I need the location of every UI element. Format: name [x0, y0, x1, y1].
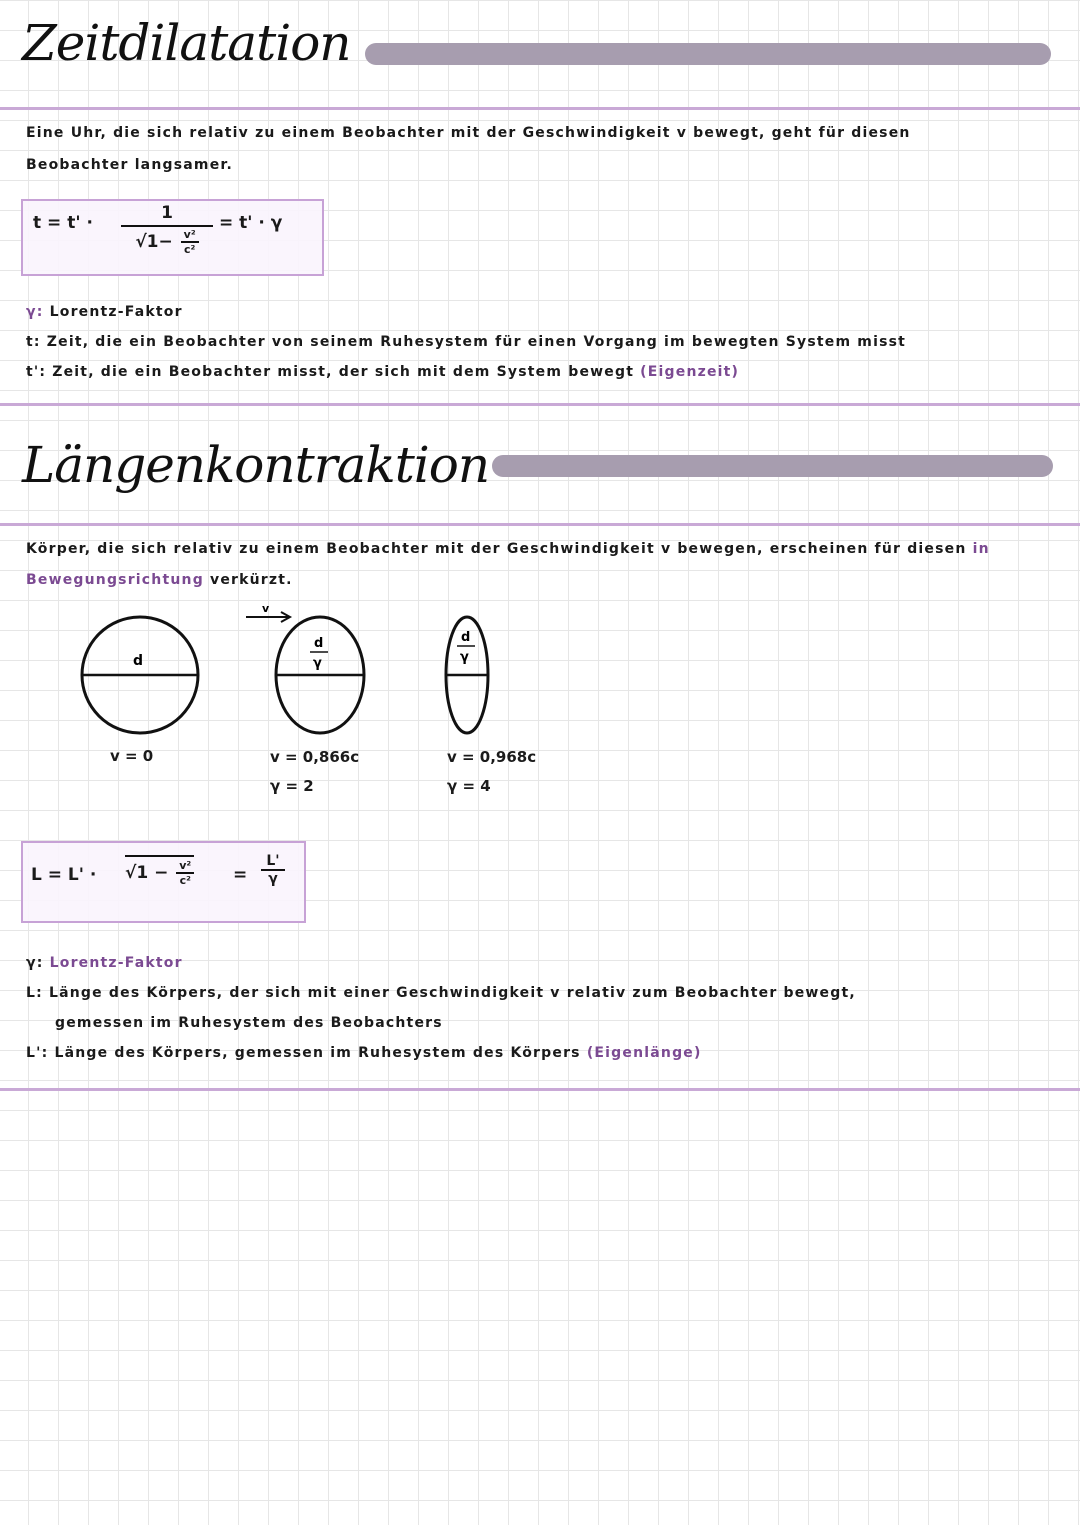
- divider: [0, 403, 1080, 406]
- c-squared: c²: [179, 874, 191, 887]
- def-t-prime: t': Zeit, die ein Beobachter misst, der sich mit dem System bewegt (Eigenzeit): [26, 364, 740, 380]
- formula-rhs: = t' · γ: [219, 213, 283, 233]
- sqrt-sign: √1 −: [125, 863, 169, 883]
- page-title-laengenkontraktion: Längenkontraktion: [22, 436, 490, 494]
- intro-text-laenge-line2: Bewegungsrichtung verkürzt.: [26, 572, 293, 588]
- intro-text-laenge: Körper, die sich relativ zu einem Beobachter mit der Geschwindigkeit v bewegen, erscheinen für diesen in: [26, 541, 990, 557]
- page-title-zeitdilatation: Zeitdilatation: [22, 14, 351, 72]
- gamma-label-3: γ = 4: [447, 777, 491, 795]
- label-denominator: γ: [313, 656, 322, 671]
- intro-text-zeit-line2: Beobachter langsamer.: [26, 157, 234, 173]
- def-L: L: Länge des Körpers, der sich mit einer Geschwindigkeit v relativ zum Beobachter bewegt,: [26, 985, 856, 1001]
- def-L-cont: gemessen im Ruhesystem des Beobachters: [55, 1015, 443, 1031]
- velocity-label-3: v = 0,968c: [447, 748, 537, 766]
- label-numerator: d: [461, 630, 471, 645]
- divider: [0, 1088, 1080, 1091]
- gamma-label-2: γ = 2: [270, 777, 314, 795]
- title-bar-decoration: [492, 455, 1053, 477]
- intro-text-zeit: Eine Uhr, die sich relativ zu einem Beobachter mit der Geschwindigkeit v bewegt, geht für diesen: [26, 125, 911, 141]
- label-numerator: d: [314, 636, 324, 651]
- sqrt-sign: √1−: [135, 232, 173, 252]
- divider: [0, 523, 1080, 526]
- v-squared: v²: [176, 859, 194, 874]
- divider: [0, 107, 1080, 110]
- fraction-denominator: γ: [268, 871, 278, 887]
- velocity-label-1: v = 0: [110, 747, 154, 765]
- fraction-numerator: 1: [121, 203, 213, 227]
- formula-sqrt: [125, 855, 194, 887]
- def-L-prime: L': Länge des Körpers, gemessen im Ruhesystem des Körpers (Eigenlänge): [26, 1045, 702, 1061]
- v-squared: v²: [181, 228, 199, 243]
- formula-equals: =: [233, 865, 248, 885]
- fraction-numerator: L': [261, 853, 285, 871]
- def-gamma: γ: Lorentz-Faktor: [26, 304, 183, 320]
- formula-lhs: t = t' ·: [33, 213, 93, 233]
- formula-fraction: [261, 853, 285, 887]
- def-t: t: Zeit, die ein Beobachter von seinem Ruhesystem für einen Vorgang im bewegten System misst: [26, 334, 907, 350]
- c-squared: c²: [184, 243, 196, 256]
- def-gamma-2: γ: Lorentz-Faktor: [26, 955, 183, 971]
- diameter-label: d: [133, 653, 144, 669]
- velocity-label-2: v = 0,866c: [270, 748, 360, 766]
- label-denominator: γ: [460, 650, 469, 665]
- formula-fraction: [121, 203, 213, 256]
- arrow-label: v: [262, 602, 270, 615]
- formula-lhs: L = L' ·: [31, 865, 97, 885]
- formula-box-laenge: [21, 841, 306, 923]
- title-bar-decoration: [365, 43, 1051, 65]
- formula-box-zeit: [21, 199, 324, 276]
